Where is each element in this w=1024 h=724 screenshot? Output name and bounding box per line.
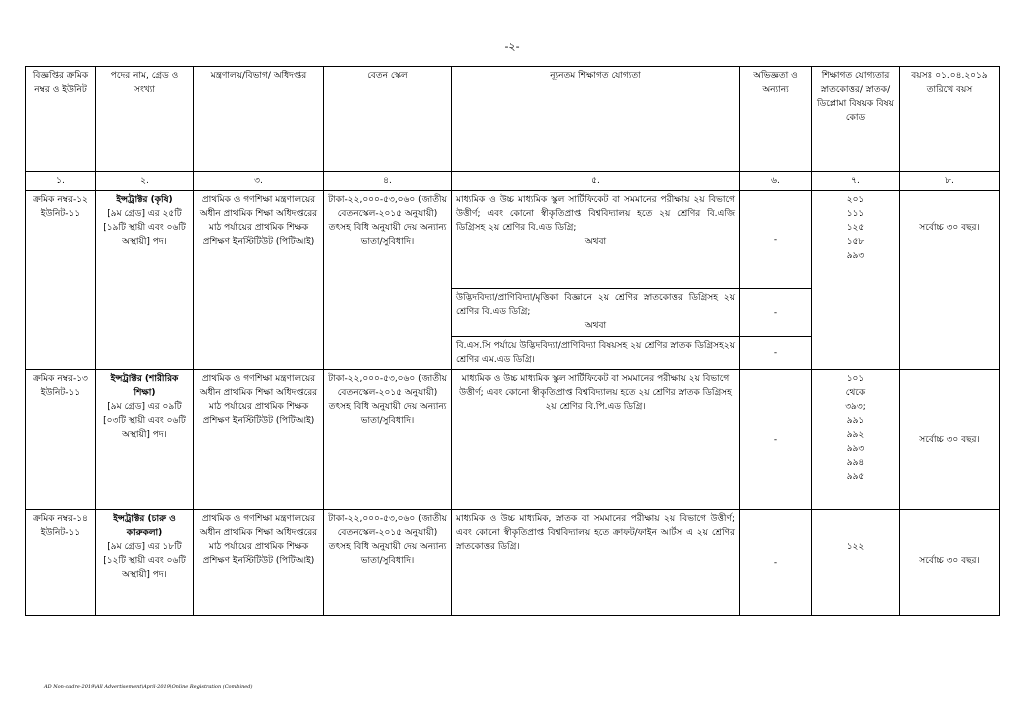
- header-serial: বিজ্ঞপ্তির ক্রমিক নম্বর ও ইউনিট: [26, 67, 96, 172]
- subject-code: ৩৯৩;: [845, 402, 866, 412]
- table-row: [26, 191, 1000, 289]
- subject-code: ১১১: [846, 209, 865, 219]
- subject-code: ৯৯২: [846, 430, 865, 440]
- header-age: বয়সঃ ০১.০৪.২০১৯ তারিখে বয়স: [900, 67, 1000, 172]
- post-cell: [96, 191, 194, 370]
- ministry-cell: প্রাথমিক ও গণশিক্ষা মন্ত্রণালয়ের অধীন প্রাথমিক শিক্ষা অধিদপ্তরের মাঠ পর্যায়ের প্রাথমিক শিক্ষক প্রশিক্ষণ ইনস্টিটিউট (পিটিআই): [194, 191, 324, 370]
- or-separator: অথবা: [584, 321, 607, 331]
- column-number: ৫.: [452, 172, 740, 191]
- experience-cell: -: [740, 510, 812, 616]
- recruitment-table: [25, 66, 1000, 616]
- qualification-cell: বি.এস.সি পর্যায়ে উদ্ভিদবিদ্যা/প্রাণিবিদ্যা বিষয়সহ ২য় শ্রেণির স্নাতক ডিগ্রিসহ২য় শ্রেণির এম.এড ডিগ্রি।: [452, 337, 740, 370]
- header-subject-code: শিক্ষাগত যোগ্যতার স্নাতকোত্তর/ স্নাতক/ডিপ্লোমা বিষয়ক বিষয় কোড: [812, 67, 900, 172]
- column-number: ৬.: [740, 172, 812, 191]
- column-number: ৩.: [194, 172, 324, 191]
- qualification-cell: মাধ্যমিক ও উচ্চ মাধ্যমিক, স্নাতক বা সমমানের পরীক্ষায় ২য় বিভাগে উত্তীর্ণ; এবং কোনো স্বীকৃতিপ্রাপ্ত বিশ্ববিদ্যালয় হতে ক্রাফট/ফাইন আর্টস এ ২য় শ্রেণির স্নাতকোত্তর ডিগ্রি।: [452, 510, 740, 616]
- serial-cell: ক্রমিক নম্বর-১৪ ইউনিট-১১: [26, 510, 96, 616]
- column-number-row: [26, 172, 1000, 191]
- salary-cell: টাকা-২২,০০০-৫৩,০৬০ (জাতীয় বেতনস্কেল-২০১৫ অনুযায়ী) তৎসহ বিধি অনুযায়ী দেয় অন্যান্য ভাতা/সুবিধাদি।: [324, 191, 452, 370]
- subject-code: ৯৯৫: [846, 472, 865, 482]
- header-row: [26, 67, 1000, 172]
- salary-cell: টাকা-২২,০০০-৫৩,০৬০ (জাতীয় বেতনস্কেল-২০১৫ অনুযায়ী) তৎসহ বিধি অনুযায়ী দেয় অন্যান্য ভাতা/সুবিধাদি।: [324, 510, 452, 616]
- serial-cell: ক্রমিক নম্বর-১২ ইউনিট-১১: [26, 191, 96, 370]
- age-cell: [900, 510, 1000, 616]
- post-cell: [96, 370, 194, 510]
- qualification-text: উদ্ভিদবিদ্যা/প্রাণিবিদ্যা/মৃত্তিকা বিজ্ঞানে ২য় শ্রেণির স্নাতকোত্তর ডিগ্রিসহ ২য় শ্রেণির বি.এড ডিগ্রি;: [456, 293, 735, 317]
- file-path-footer: AD Non-cadre-2019\All Advertisement\April-2019\Online Registration (Combined): [44, 684, 253, 690]
- header-salary: বেতন স্কেল: [324, 67, 452, 172]
- page-number: -২-: [504, 40, 520, 53]
- experience-cell: -: [740, 337, 812, 370]
- subject-code: ১২২: [846, 542, 865, 552]
- table-row: [26, 510, 1000, 616]
- age-limit: সর্বোচ্চ ৩০ বছর।: [919, 223, 980, 233]
- experience-cell: -: [740, 191, 812, 289]
- qualification-cell: [452, 191, 740, 289]
- serial-cell: ক্রমিক নম্বর-১৩ ইউনিট-১১: [26, 370, 96, 510]
- column-number: ৭.: [812, 172, 900, 191]
- subject-code: ৯৯৩: [846, 444, 865, 454]
- subject-code-cell: [812, 191, 900, 370]
- header-post: পদের নাম, গ্রেড ও সংখ্যা: [96, 67, 194, 172]
- ministry-cell: প্রাথমিক ও গণশিক্ষা মন্ত্রণালয়ের অধীন প্রাথমিক শিক্ষা অধিদপ্তরের মাঠ পর্যায়ের প্রাথমিক শিক্ষক প্রশিক্ষণ ইনস্টিটিউট (পিটিআই): [194, 370, 324, 510]
- experience-cell: -: [740, 370, 812, 510]
- post-details: [৯ম গ্রেড] এর ২৫টি [১৯টি স্থায়ী এবং ০৬টি অস্থায়ী] পদ।: [103, 209, 186, 247]
- age-limit: সর্বোচ্চ ৩০ বছর।: [919, 556, 980, 566]
- column-number: ২.: [96, 172, 194, 191]
- column-number: ৪.: [324, 172, 452, 191]
- post-details: [৯ম গ্রেড] এর ১৮টি [১২টি স্থায়ী এবং ০৬টি অস্থায়ী] পদ।: [103, 542, 186, 580]
- subject-code: ৯৯১: [846, 416, 865, 426]
- experience-cell: -: [740, 289, 812, 337]
- subject-code: ২০১: [846, 195, 865, 205]
- subject-code: ১০১: [846, 374, 865, 384]
- subject-code-cell: [812, 370, 900, 510]
- salary-cell: টাকা-২২,০০০-৫৩,০৬০ (জাতীয় বেতনস্কেল-২০১৫ অনুযায়ী) তৎসহ বিধি অনুযায়ী দেয় অন্যান্য ভাতা/সুবিধাদি।: [324, 370, 452, 510]
- post-title: ইন্সট্রাক্টর (চারু ও কারুকলা): [113, 514, 176, 538]
- ministry-cell: প্রাথমিক ও গণশিক্ষা মন্ত্রণালয়ের অধীন প্রাথমিক শিক্ষা অধিদপ্তরের মাঠ পর্যায়ের প্রাথমিক শিক্ষক প্রশিক্ষণ ইনস্টিটিউট (পিটিআই): [194, 510, 324, 616]
- subject-code: ১৫৮: [846, 237, 865, 247]
- subject-code: ৯৯৪: [846, 458, 865, 468]
- or-separator: অথবা: [584, 237, 607, 247]
- subject-code: ১২৫: [846, 223, 865, 233]
- post-cell: [96, 510, 194, 616]
- qualification-cell: মাধ্যমিক ও উচ্চ মাধ্যমিক স্কুল সার্টিফিকেট বা সমমানের পরীক্ষায় ২য় বিভাগে উত্তীর্ণ; এবং কোনো স্বীকৃতিপ্রাপ্ত বিশ্ববিদ্যালয় হতে ২য় শ্রেণির স্নাতক ডিগ্রিসহ ২য় শ্রেণির বি.পি.এড ডিগ্রি।: [452, 370, 740, 510]
- column-number: ১.: [26, 172, 96, 191]
- qualification-cell: [452, 289, 740, 337]
- age-cell: সর্বোচ্চ ৩০ বছর।: [900, 370, 1000, 510]
- column-number: ৮.: [900, 172, 1000, 191]
- header-experience: অভিজ্ঞতা ও অন্যান্য: [740, 67, 812, 172]
- header-qualification: ন্যূনতম শিক্ষাগত যোগ্যতা: [452, 67, 740, 172]
- subject-code: থেকে: [845, 388, 866, 398]
- table-row: [26, 370, 1000, 510]
- subject-code-cell: [812, 510, 900, 616]
- post-title: ইন্সট্রাক্টর (কৃষি): [116, 195, 173, 205]
- post-title: ইন্সট্রাক্টর (শারীরিক শিক্ষা): [110, 374, 179, 398]
- header-ministry: মন্ত্রণালয়/বিভাগ/ অধিদপ্তর: [194, 67, 324, 172]
- subject-code: ৯৯৩: [846, 251, 865, 261]
- age-cell: [900, 191, 1000, 370]
- qualification-text: মাধ্যমিক ও উচ্চ মাধ্যমিক স্কুল সার্টিফিকেট বা সমমানের পরীক্ষায় ২য় বিভাগে উত্তীর্ণ; এবং কোনো স্বীকৃতিপ্রাপ্ত বিশ্ববিদ্যালয় হতে ২য় শ্রেণির বি.এজি ডিগ্রিসহ ২য় শ্রেণির বি.এড ডিগ্রি;: [456, 195, 735, 233]
- post-details: [৯ম গ্রেড] এর ০৯টি [০৩টি স্থায়ী এবং ০৬টি অস্থায়ী] পদ।: [103, 402, 186, 440]
